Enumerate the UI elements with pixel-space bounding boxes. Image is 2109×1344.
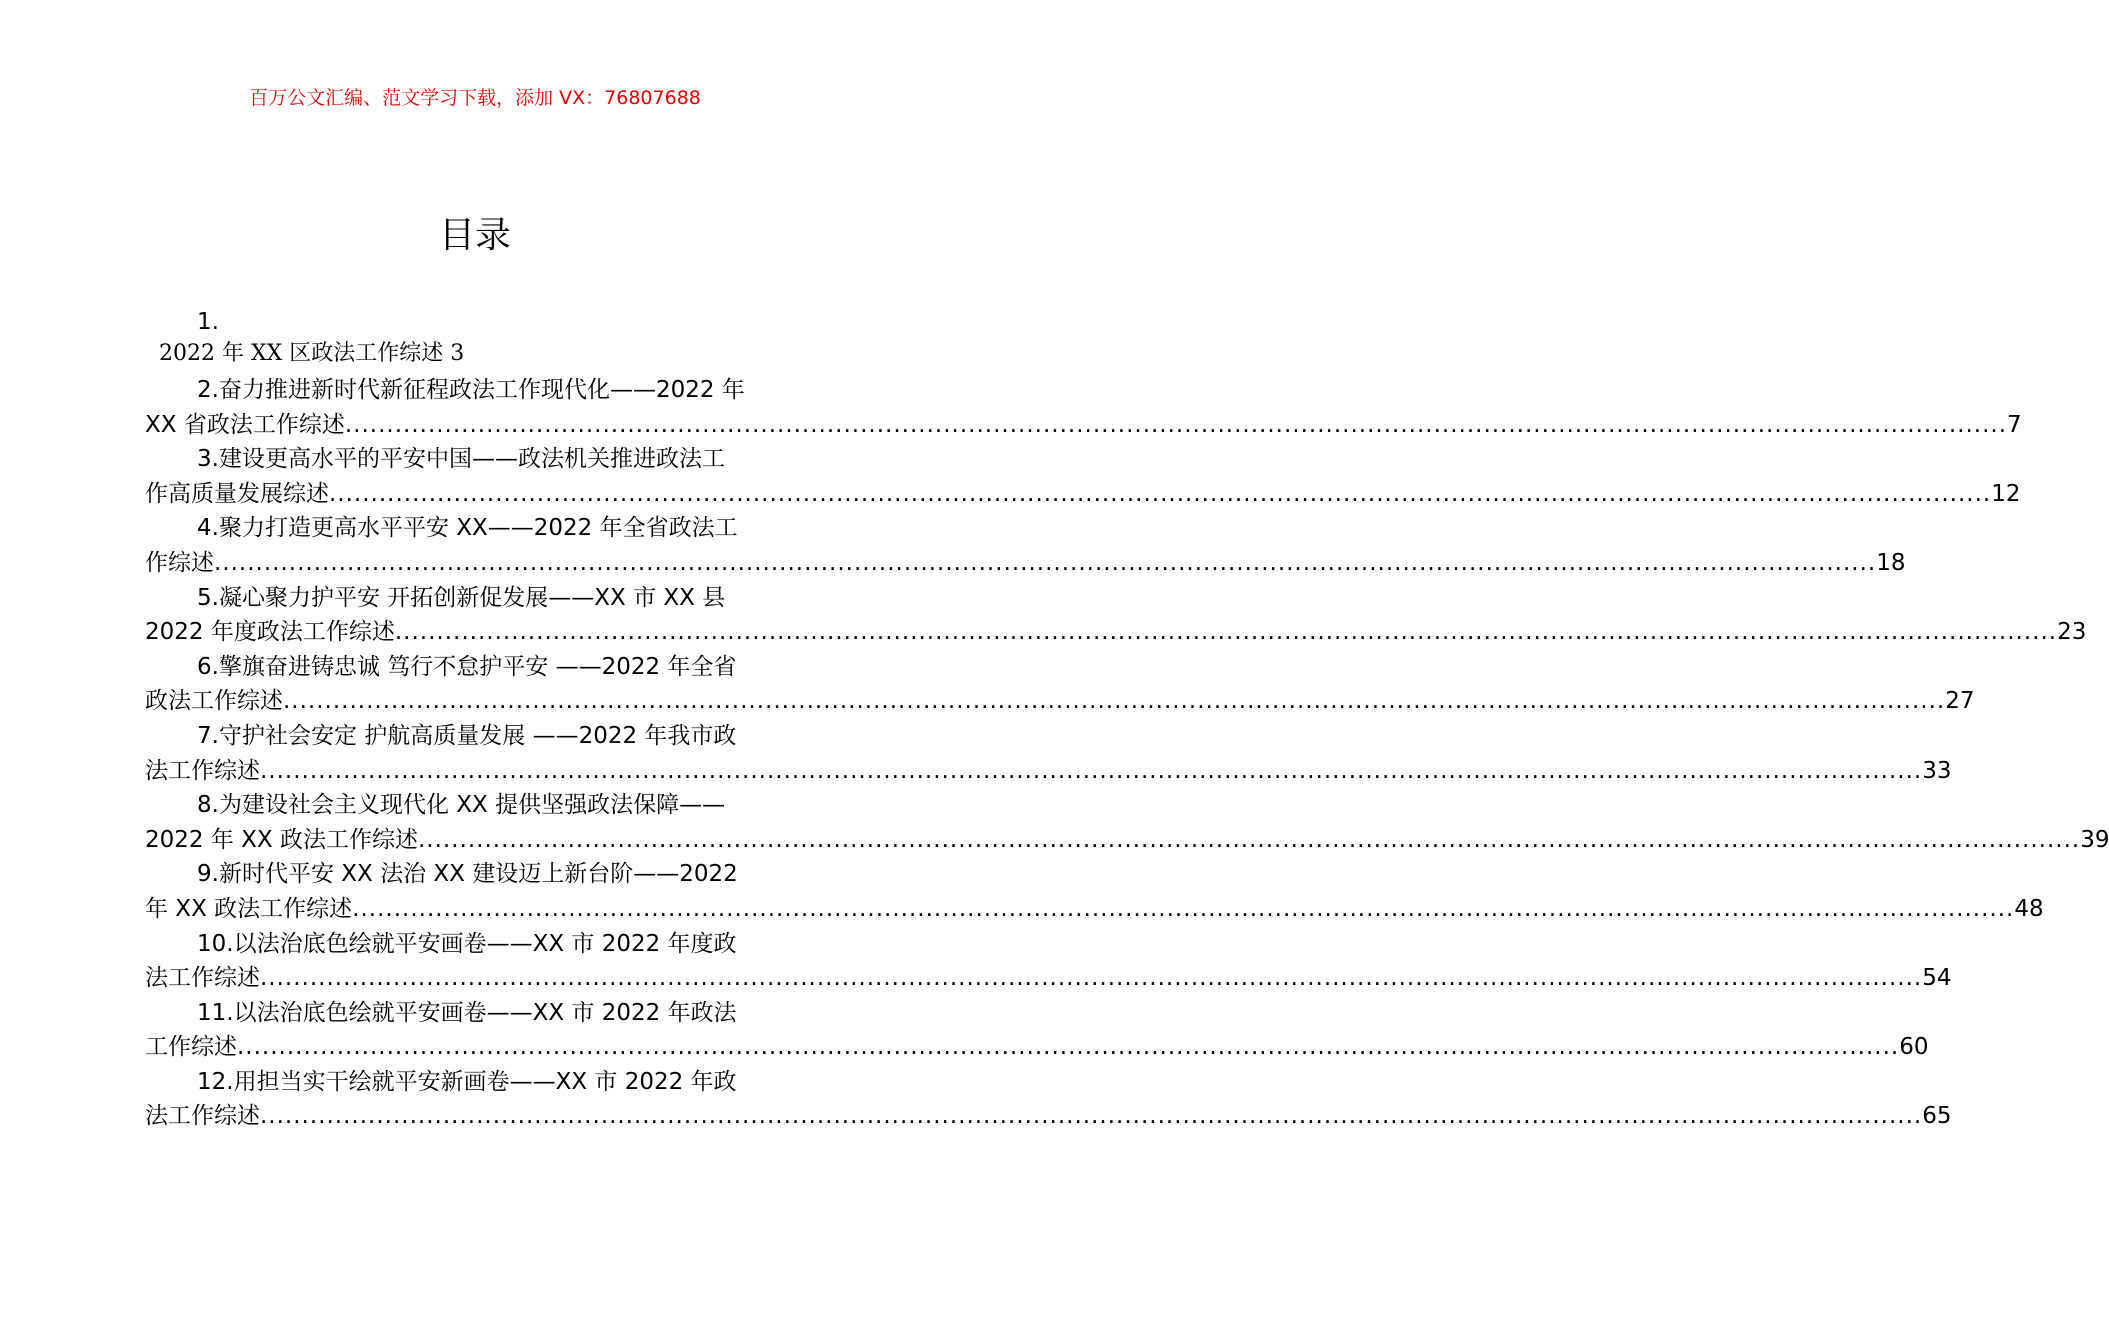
toc-entry-continuation-line — [145, 892, 2044, 927]
toc-entry-title-tail: 政法工作综述 — [145, 688, 283, 715]
toc-entry-title-tail: 工作综述 — [145, 1034, 237, 1061]
toc-page-number: 23 — [2057, 619, 2087, 646]
toc-entry-1[interactable] — [145, 307, 810, 371]
toc-entry-title-line: 7.守护社会安定 护航高质量发展 ——2022 年我市政 — [197, 722, 737, 749]
toc-page-number: 54 — [1922, 965, 1952, 992]
toc-entry-title-tail: 法工作综述 — [145, 1103, 260, 1130]
toc-entry-title-line: 3.建设更高水平的平安中国——政法机关推进政法工 — [197, 446, 725, 473]
toc-entry-continuation-line — [145, 615, 2087, 650]
toc-entry-continuation-line — [145, 684, 1975, 719]
toc-entry-title-tail: 法工作综述 — [145, 757, 260, 784]
toc-entry-12[interactable] — [145, 1065, 1952, 1134]
toc-entry-title-line: 2.奋力推进新时代新征程政法工作现代化——2022 年 — [197, 377, 745, 403]
toc-page-number: 33 — [1922, 757, 1952, 784]
toc-entry-continuation-line — [145, 1030, 1929, 1065]
toc-entry-title-line: 6.擎旗奋进铸忠诚 笃行不怠护平安 ——2022 年全省 — [197, 653, 737, 680]
toc-entry-continuation-line — [145, 408, 2022, 443]
toc-entry-title-line: 12.用担当实干绘就平安新画卷——XX 市 2022 年政 — [197, 1068, 737, 1095]
dot-leader: ........................................................................................................................................................................................................ — [329, 480, 1992, 507]
dot-leader: ........................................................................................................................................................................................................ — [260, 965, 1923, 992]
toc-entry-9[interactable] — [145, 857, 2044, 926]
toc-entry-5[interactable] — [145, 581, 2087, 650]
toc-entry-continuation-line — [145, 823, 2109, 858]
toc-entry-title-line: 8.为建设社会主义现代化 XX 提供坚强政法保障—— — [197, 792, 726, 819]
toc-page-number: 27 — [1945, 688, 1975, 715]
dot-leader: ........................................................................................................................................................................................................ — [283, 688, 1946, 715]
toc-entry-title-tail: 作高质量发展综述 — [145, 480, 329, 507]
toc-entry-7[interactable] — [145, 719, 1952, 788]
toc-entry-10[interactable] — [145, 927, 1952, 996]
toc-entry-continuation-line — [145, 961, 1952, 996]
toc-entry-title-line: 5.凝心聚力护平安 开拓创新促发展——XX 市 XX 县 — [197, 584, 726, 611]
toc-entry-4[interactable] — [145, 511, 1906, 580]
toc-entry-text: 2022 年 XX 区政法工作综述 3 — [159, 341, 465, 366]
toc-entry-number: 1. — [197, 309, 219, 335]
toc-page-number: 65 — [1922, 1103, 1952, 1130]
toc-entry-continuation-line — [145, 1099, 1952, 1134]
toc-page-number: 48 — [2014, 895, 2044, 922]
dot-leader: ........................................................................................................................................................................................................ — [260, 1103, 1923, 1130]
dot-leader: ........................................................................................................................................................................................................ — [352, 895, 2015, 922]
dot-leader: ........................................................................................................................................................................................................ — [417, 826, 2081, 853]
toc-page-number: 12 — [1991, 480, 2021, 507]
toc-entry-title-line: 10.以法治底色绘就平安画卷——XX 市 2022 年度政 — [197, 930, 737, 957]
toc-entry-title-line: 4.聚力打造更高水平平安 XX——2022 年全省政法工 — [197, 515, 738, 542]
toc-entry-title-tail: 2022 年度政法工作综述 — [145, 619, 395, 646]
dot-leader: ........................................................................................................................................................................................................ — [214, 549, 1877, 576]
toc-entry-title-tail: XX 省政法工作综述 — [145, 411, 345, 438]
toc-entry-continuation-line — [145, 546, 1906, 581]
toc-entry-continuation-line — [145, 754, 1952, 789]
toc-entry-3[interactable] — [145, 442, 2021, 511]
toc-page-number: 7 — [2007, 411, 2022, 438]
page-title: 目录 — [438, 215, 511, 256]
toc-entry-title-line: 9.新时代平安 XX 法治 XX 建设迈上新台阶——2022 — [197, 861, 738, 888]
toc-entry-2[interactable] — [145, 373, 2022, 442]
dot-leader: ........................................................................................................................................................................................................ — [344, 411, 2008, 438]
dot-leader: ........................................................................................................................................................................................................ — [394, 619, 2058, 646]
toc-entry-11[interactable] — [145, 996, 1929, 1065]
toc-entry-title-line: 11.以法治底色绘就平安画卷——XX 市 2022 年政法 — [197, 999, 737, 1026]
table-of-contents — [145, 373, 2109, 1134]
toc-page-number: 60 — [1899, 1034, 1929, 1061]
toc-entry-continuation-line — [145, 477, 2021, 512]
toc-page-number: 18 — [1876, 549, 1906, 576]
toc-entry-8[interactable] — [145, 788, 2109, 857]
toc-entry-title-tail: 作综述 — [145, 549, 214, 576]
toc-entry-title-tail: 2022 年 XX 政法工作综述 — [145, 826, 418, 853]
dot-leader: ........................................................................................................................................................................................................ — [260, 757, 1923, 784]
toc-page-number: 39 — [2080, 826, 2109, 853]
toc-entry-6[interactable] — [145, 650, 1975, 719]
header-banner: 百万公文汇编、范文学习下载，添加 VX：76807688 — [249, 87, 701, 109]
toc-entry-title-tail: 法工作综述 — [145, 965, 260, 992]
dot-leader: ........................................................................................................................................................................................................ — [237, 1034, 1900, 1061]
toc-entry-title-tail: 年 XX 政法工作综述 — [145, 895, 353, 922]
